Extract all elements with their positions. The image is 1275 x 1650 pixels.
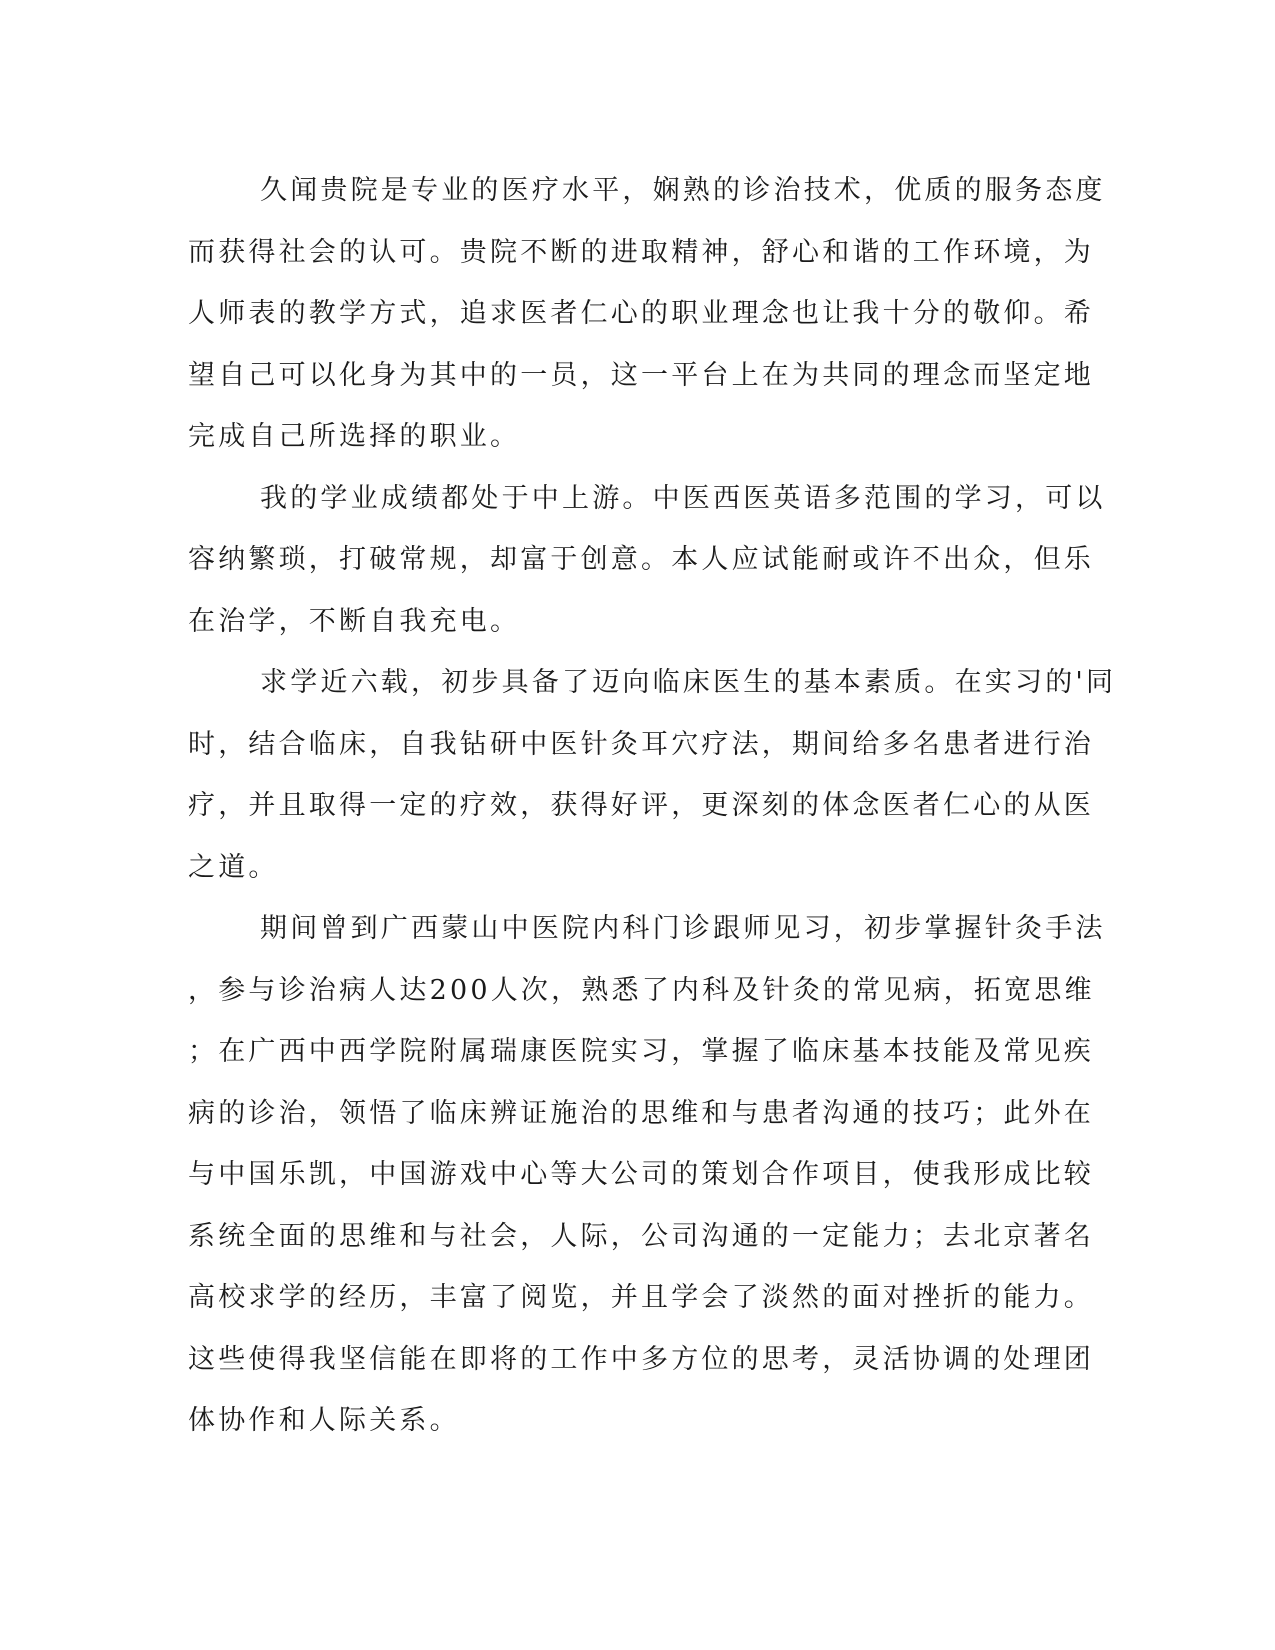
text-line: 完成自己所选择的职业。 — [188, 421, 521, 452]
paragraph-study-experience — [188, 652, 1117, 898]
text-line: 时，结合临床，自我钻研中医针灸耳穴疗法，期间给多名患者进行治 — [188, 728, 1094, 760]
text-line: 这些使得我坚信能在即将的工作中多方位的思考，灵活协调的处理团 — [188, 1343, 1094, 1375]
text-line: 之道。 — [188, 851, 279, 883]
text-line: 在治学，不断自我充电。 — [188, 605, 521, 637]
text-line: 求学近六载，初步具备了迈向临床医生的基本素质。在实习的'同 — [260, 667, 1117, 698]
document-body — [188, 160, 1117, 1452]
text-line: 病的诊治，领悟了临床辨证施治的思维和与患者沟通的技巧；此外在 — [188, 1097, 1094, 1129]
text-line: 容纳繁琐，打破常规，却富于创意。本人应试能耐或许不出众，但乐 — [188, 544, 1094, 575]
text-line: 体协作和人际关系。 — [188, 1405, 460, 1436]
text-line: 期间曾到广西蒙山中医院内科门诊跟师见习，初步掌握针灸手法 — [260, 913, 1106, 944]
text-line: 我的学业成绩都处于中上游。中医西医英语多范围的学习，可以 — [260, 482, 1106, 514]
paragraph-internship-experience — [188, 898, 1106, 1452]
text-line: ；在广西中西学院附属瑞康医院实习，掌握了临床基本技能及常见疾 — [188, 1036, 1094, 1067]
text-line: 望自己可以化身为其中的一员，这一平台上在为共同的理念而坚定地 — [188, 359, 1094, 391]
text-line: 系统全面的思维和与社会，人际，公司沟通的一定能力；去北京著名 — [188, 1220, 1094, 1252]
text-line: 久闻贵院是专业的医疗水平，娴熟的诊治技术，优质的服务态度 — [260, 175, 1106, 206]
text-line: 人师表的教学方式，追求医者仁心的职业理念也让我十分的敬仰。希 — [188, 298, 1094, 329]
text-line: 而获得社会的认可。贵院不断的进取精神，舒心和谐的工作环境，为 — [188, 236, 1094, 268]
text-line: 与中国乐凯，中国游戏中心等大公司的策划合作项目，使我形成比较 — [188, 1159, 1094, 1190]
paragraph-academic-record — [188, 468, 1106, 653]
text-line: 疗，并且取得一定的疗效，获得好评，更深刻的体念医者仁心的从医 — [188, 790, 1094, 821]
text-line: ，参与诊治病人达200人次，熟悉了内科及针灸的常见病，拓宽思维 — [188, 974, 1095, 1006]
paragraph-hospital-praise — [188, 160, 1106, 468]
text-line: 高校求学的经历，丰富了阅览，并且学会了淡然的面对挫折的能力。 — [188, 1282, 1094, 1313]
